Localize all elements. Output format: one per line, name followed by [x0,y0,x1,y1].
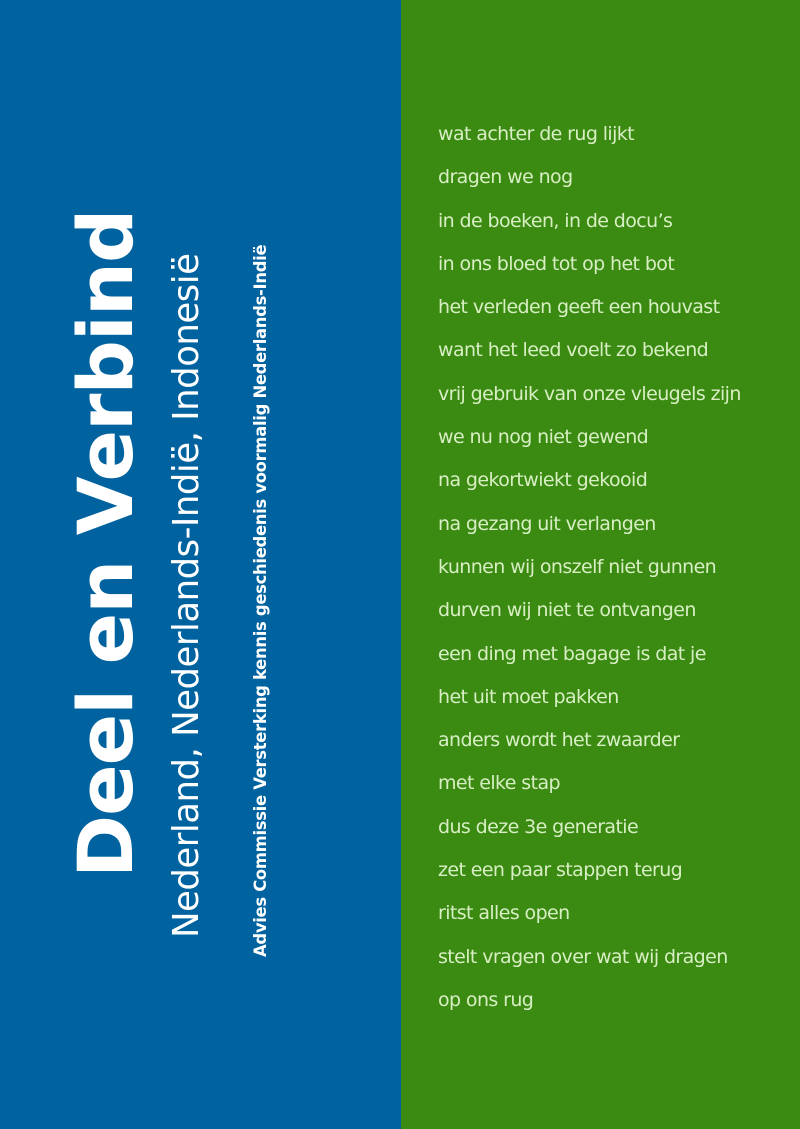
poem-line: wat achter de rug lijkt [438,123,635,145]
poem-line: zet een paar stappen terug [438,859,683,882]
poem-line: in de boeken, in de docu’s [438,209,673,232]
poem-line: want het leed voelt zo bekend [438,339,709,362]
poem-line: stelt vragen over wat wij dragen [438,945,728,968]
poem-line: het verleden geeft een houvast [438,296,720,319]
poem-line: dragen we nog [438,166,573,189]
poem-line: een ding met bagage is dat je [438,642,706,665]
poem-line: na gekortwiekt gekooid [438,469,648,492]
poem-line: met elke stap [438,772,560,795]
poem-line: in ons bloed tot op het bot [438,252,675,275]
poem-line: vrij gebruik van onze vleugels zijn [438,382,741,405]
poem-line: het uit moet pakken [438,685,619,708]
poem-line: dus deze 3e generatie [438,815,639,838]
poem-line: kunnen wij onszelf niet gunnen [438,555,717,578]
poem-line: op ons rug [438,988,534,1011]
cover-subtitle: Nederland, Nederlands-Indië, Indonesië [166,253,207,938]
cover-title: Deel en Verbind [61,209,150,878]
committee-name: Advies Commissie Versterking kennis geschiedenis voormalig Nederlands-Indië [251,244,270,957]
poem-line: durven wij niet te ontvangen [438,599,696,622]
poem-line: na gezang uit verlangen [438,512,656,535]
poem-line: ritst alles open [438,902,570,925]
poem-line: anders wordt het zwaarder [438,729,680,752]
poem-line: we nu nog niet gewend [438,426,649,449]
poem [438,116,741,1025]
